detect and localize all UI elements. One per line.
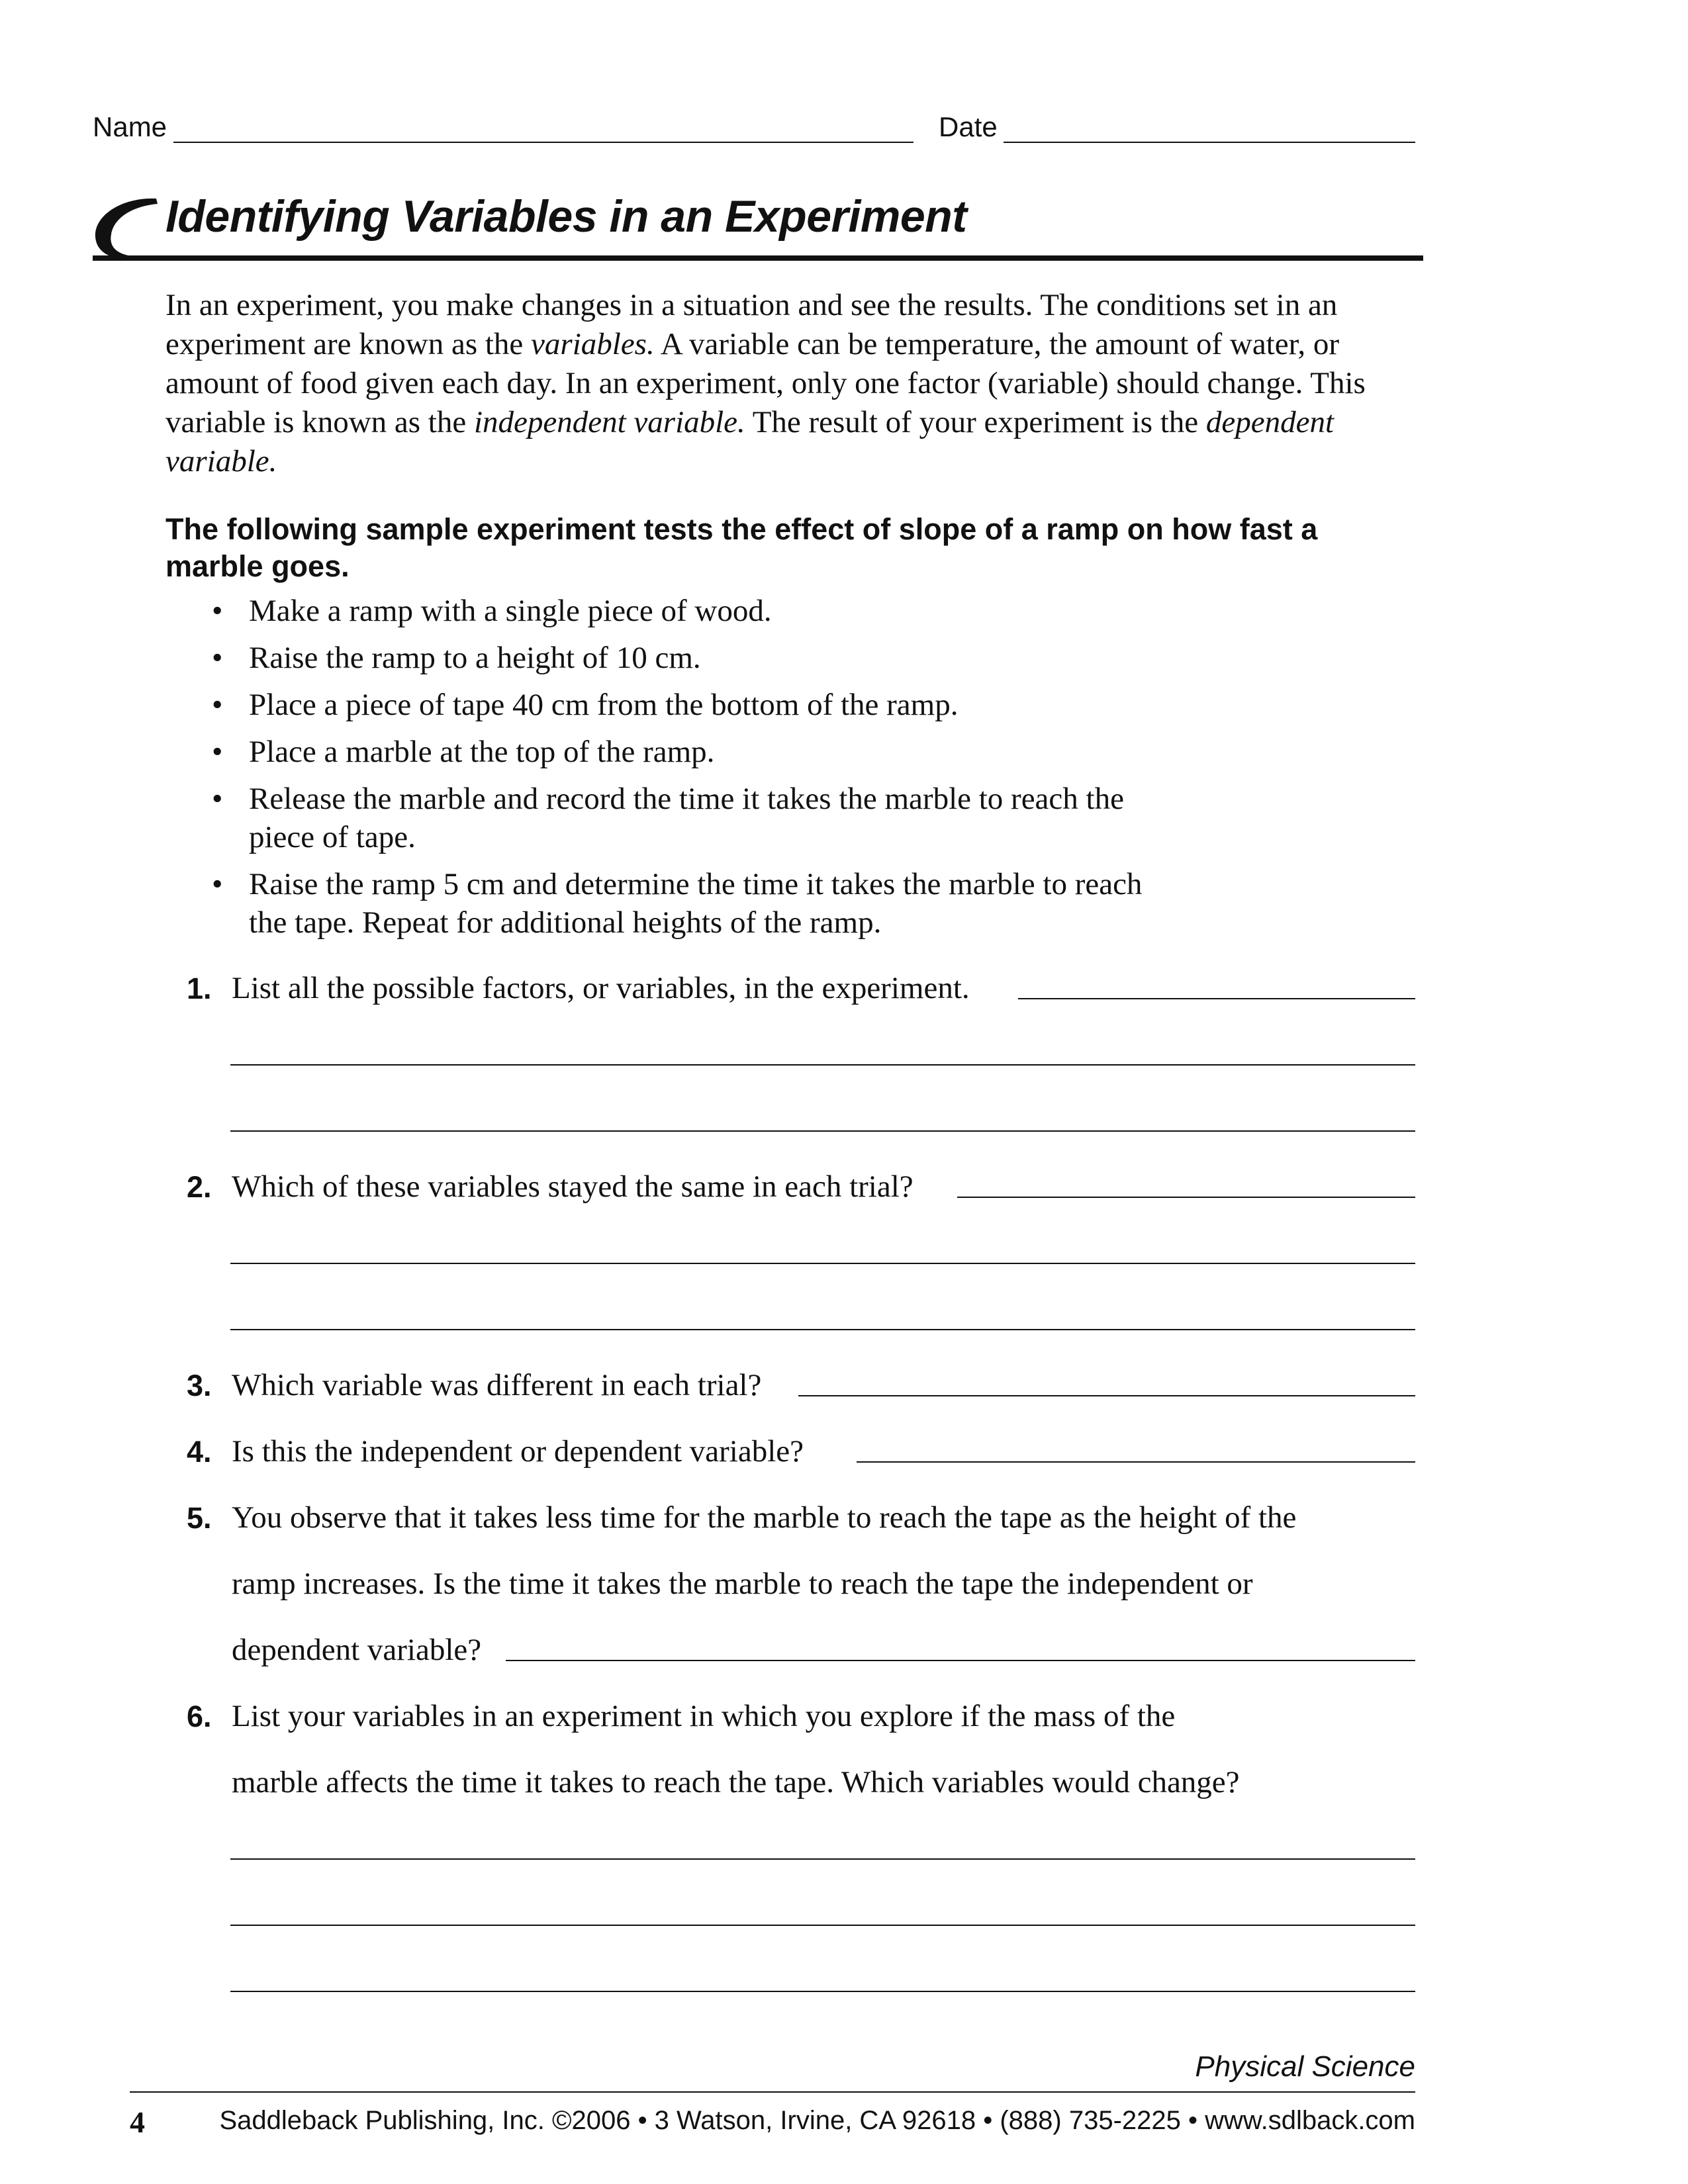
bullet-icon: •: [212, 688, 223, 722]
question-4-number: 4.: [187, 1435, 212, 1469]
answer-line-5[interactable]: [506, 1660, 1415, 1661]
intro-term-variables: variables.: [531, 327, 655, 361]
question-6-number: 6.: [187, 1700, 212, 1733]
bullet-icon: •: [212, 867, 223, 901]
list-item: • Place a piece of tape 40 cm from the bottom of the ramp.: [212, 686, 1178, 724]
question-5-line-1: You observe that it takes less time for the marble to reach the tape as the height of the: [232, 1500, 1297, 1535]
intro-text-3: The result of your experiment is the: [745, 405, 1206, 439]
subject-label: Physical Science: [1195, 2050, 1415, 2083]
question-6-line-1: List your variables in an experiment in which you explore if the mass of the: [232, 1699, 1176, 1733]
intro-text-2: A variable can be temperature, the amount of water, or amount of food given each day. In an experiment, only one factor (variable) should change. This variable is known as the: [165, 327, 1366, 439]
crescent-logo-icon: [91, 196, 164, 262]
procedure-list: [212, 592, 1178, 950]
answer-line-4[interactable]: [857, 1461, 1415, 1463]
bullet-icon: •: [212, 594, 223, 628]
answer-line-2b[interactable]: [230, 1263, 1415, 1264]
page-number: 4: [130, 2105, 145, 2139]
question-1-text: List all the possible factors, or variables, in the experiment.: [232, 971, 970, 1005]
question-3-number: 3.: [187, 1369, 212, 1402]
intro-text-1: In an experiment, you make changes in a situation and see the results. The conditions set in an experiment are known as the: [165, 288, 1338, 361]
answer-line-6c[interactable]: [230, 1991, 1415, 1992]
answer-line-2c[interactable]: [230, 1329, 1415, 1330]
list-item: • Make a ramp with a single piece of wood.: [212, 592, 1178, 630]
bullet-icon: •: [212, 735, 223, 769]
question-1-number: 1.: [187, 972, 212, 1005]
sample-heading: The following sample experiment tests the effect of slope of a ramp on how fast a marble goes.: [165, 512, 1318, 583]
question-2-text: Which of these variables stayed the same in each trial?: [232, 1169, 914, 1204]
question-5-line-2: ramp increases. Is the time it takes the marble to reach the tape the independent or: [232, 1567, 1253, 1601]
bullet-icon: •: [212, 641, 223, 675]
question-4-text: Is this the independent or dependent variable?: [232, 1434, 804, 1469]
answer-line-6b[interactable]: [230, 1925, 1415, 1926]
answer-line-3[interactable]: [798, 1395, 1415, 1396]
answer-line-1a[interactable]: [1018, 998, 1415, 999]
footer-rule: [130, 2091, 1415, 2093]
list-item: • Raise the ramp 5 cm and determine the time it takes the marble to reach the tape. Repeat for additional heights of the ramp.: [212, 865, 1178, 942]
list-item: • Place a marble at the top of the ramp.: [212, 733, 1178, 771]
question-5-number: 5.: [187, 1501, 212, 1535]
name-label: Name: [93, 111, 167, 142]
question-3-text: Which variable was different in each trial?: [232, 1368, 762, 1402]
question-2-number: 2.: [187, 1170, 212, 1204]
intro-term-independent: independent variable.: [473, 405, 745, 439]
answer-line-2a[interactable]: [957, 1197, 1415, 1198]
answer-line-6a[interactable]: [230, 1858, 1415, 1860]
title-rule: [93, 255, 1423, 261]
question-6-line-2: marble affects the time it takes to reach the tape. Which variables would change?: [232, 1765, 1240, 1799]
publisher-credit: Saddleback Publishing, Inc. ©2006 • 3 Watson, Irvine, CA 92618 • (888) 735-2225 • www.sdlback.com: [219, 2106, 1415, 2135]
list-item: • Raise the ramp to a height of 10 cm.: [212, 639, 1178, 677]
date-field[interactable]: [1004, 142, 1415, 143]
intro-paragraph: [165, 286, 1370, 481]
name-field[interactable]: [173, 142, 914, 143]
date-label: Date: [939, 111, 998, 142]
answer-line-1c[interactable]: [230, 1130, 1415, 1132]
list-item: • Release the marble and record the time it takes the marble to reach the piece of tape.: [212, 780, 1178, 856]
question-5-line-3: dependent variable?: [232, 1633, 482, 1667]
answer-line-1b[interactable]: [230, 1064, 1415, 1066]
bullet-icon: •: [212, 782, 223, 816]
page-title: Identifying Variables in an Experiment: [165, 191, 967, 242]
intro-term-dependent: dependent variable.: [165, 405, 1335, 478]
